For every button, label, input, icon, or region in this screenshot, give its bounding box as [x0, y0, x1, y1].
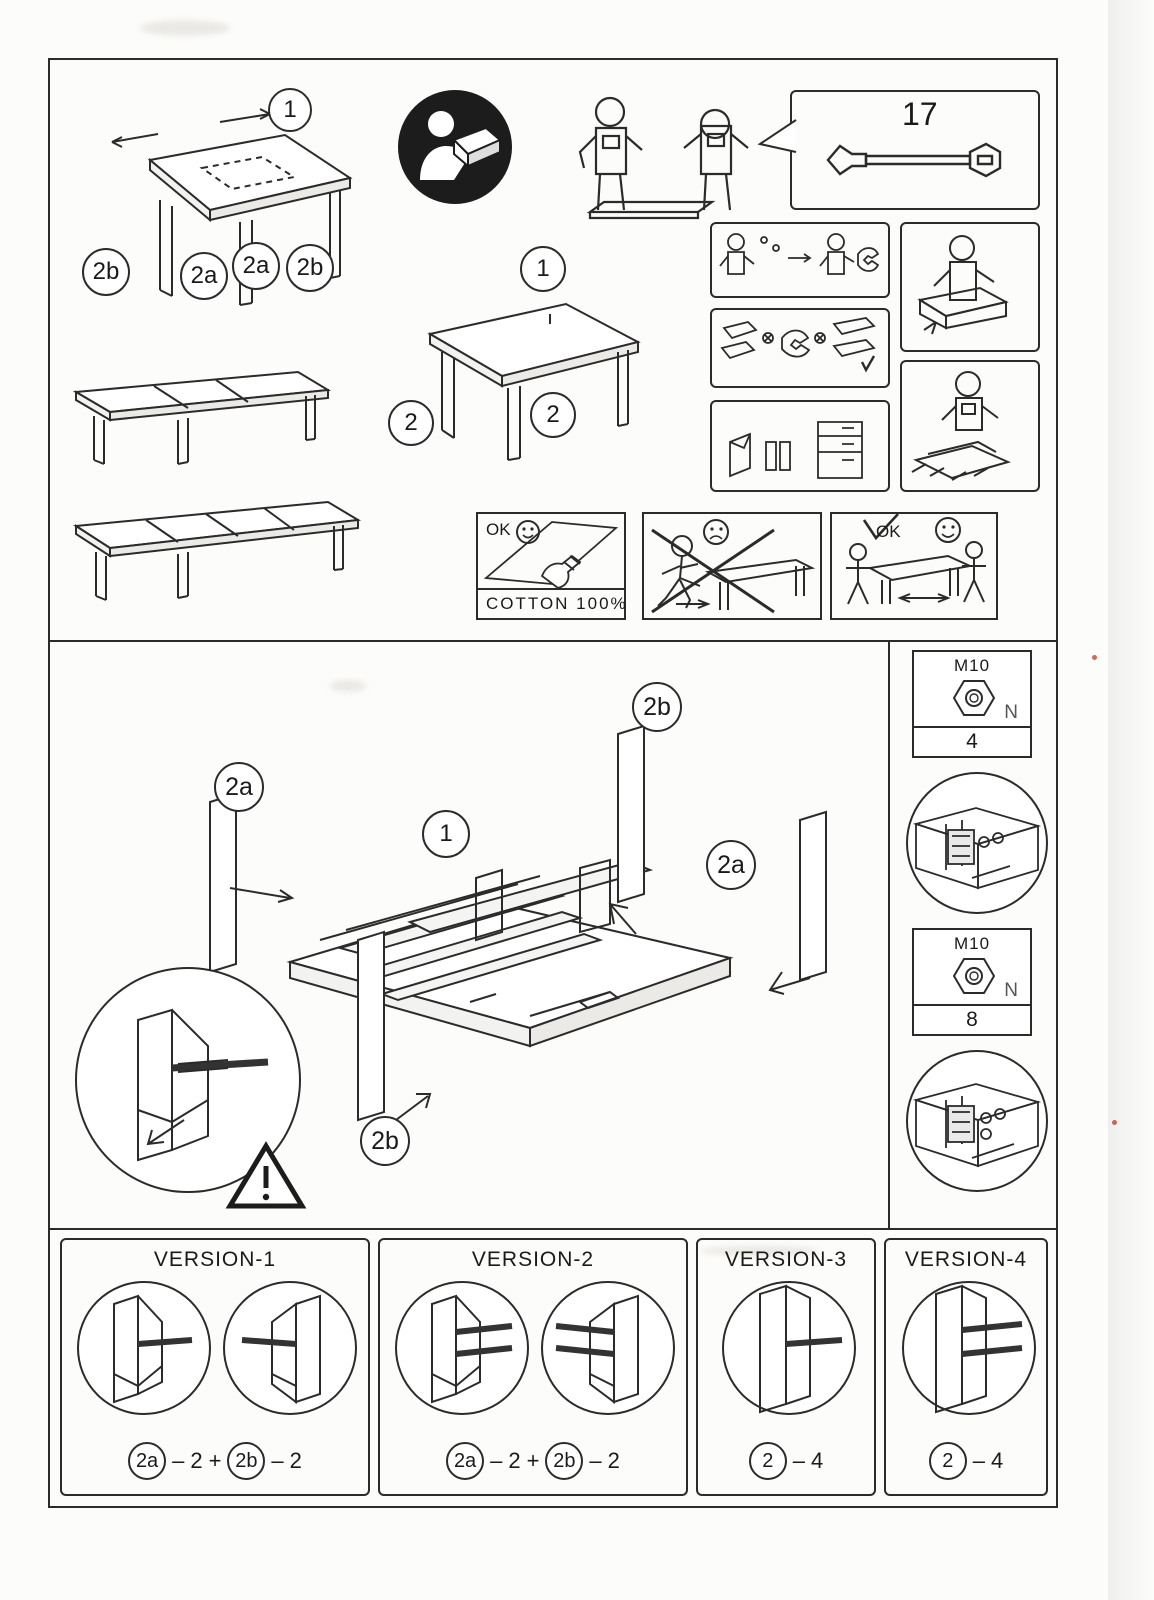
two-assemblers-icon [570, 90, 780, 240]
version-4-tag: 2 [929, 1442, 967, 1480]
version-1-qty-a-num: 2 [190, 1448, 203, 1473]
version-2-separator: + [526, 1448, 540, 1473]
unpack-box-icon [910, 230, 1032, 344]
table-extended-one-leaf [66, 360, 356, 470]
version-2-tag-a: 2a [446, 1442, 484, 1480]
hardware-count-1: 4 [914, 726, 1030, 756]
bracket-detail-top [902, 768, 1052, 918]
wrench-icon [820, 130, 1010, 188]
hardware-letter-1: N [1004, 702, 1018, 723]
callout-leg-2a-back: 2a [232, 242, 280, 290]
callout-main-leg-2a-right: 2a [706, 840, 756, 890]
version-title-4: VERSION-4 [904, 1248, 1028, 1271]
hardware-column-divider [888, 642, 890, 1228]
version-1-qty-b-num: 2 [289, 1448, 302, 1473]
hardware-size-2: M10 [953, 934, 991, 953]
version-2-dash-a: – [490, 1448, 503, 1473]
lay-parts-on-floor-icon [908, 368, 1034, 486]
versions-panel [50, 1230, 1056, 1508]
version-title-2: VERSION-2 [471, 1248, 595, 1271]
hex-nut-icon [952, 956, 996, 996]
version-title-1: VERSION-1 [153, 1248, 277, 1271]
version-4-parts [886, 1442, 1046, 1480]
main-assembly-panel [50, 642, 1056, 1228]
version-1-detail-b [220, 1278, 360, 1418]
version-2-qty-a-num: 2 [508, 1448, 521, 1473]
version-1-detail-a [74, 1278, 214, 1418]
version-2-detail-a [392, 1278, 532, 1418]
person-with-manual-icon [396, 88, 514, 206]
version-2-dash-b: – [589, 1448, 602, 1473]
top-panel [50, 60, 1056, 640]
hardware-letter-2: N [1004, 980, 1018, 1001]
callout-main-top-1: 1 [422, 810, 470, 858]
correct-lift-ok-label: OK [876, 522, 901, 541]
page-edge-shadow [1108, 0, 1154, 1600]
version-1-qty-a: – [172, 1448, 185, 1473]
version-card-3 [696, 1238, 876, 1496]
version-2-qty-b-num: 2 [607, 1448, 620, 1473]
callout-assembled-leg-right: 2 [530, 392, 576, 438]
table-extendable-illustration [90, 100, 380, 320]
tool-size-label: 17 [902, 96, 938, 132]
care-material-label: COTTON 100% [486, 594, 628, 613]
version-1-tag-a: 2a [128, 1442, 166, 1480]
callout-leg-2a-mid: 2a [180, 252, 228, 300]
care-divider [476, 588, 626, 590]
version-1-separator: + [208, 1448, 222, 1473]
version-card-1 [60, 1238, 370, 1496]
callout-assembled-top-1: 1 [520, 246, 566, 292]
version-4-dash: – [972, 1448, 985, 1473]
callout-leg-2b-left: 2b [82, 248, 130, 296]
callout-main-leg-2a-back: 2a [214, 762, 264, 812]
callout-top-1: 1 [268, 88, 312, 132]
version-1-parts [62, 1442, 368, 1480]
care-ok-label: OK [486, 520, 511, 539]
version-card-2 [378, 1238, 688, 1496]
warning-triangle-icon [226, 1142, 306, 1212]
version-3-tag: 2 [749, 1442, 787, 1480]
table-extended-two-leaf [66, 492, 366, 608]
version-3-parts [698, 1442, 874, 1480]
hardware-nut-box-1 [912, 650, 1032, 758]
version-4-detail [896, 1278, 1042, 1424]
version-2-tag-b: 2b [545, 1442, 583, 1480]
callout-main-leg-2b-front: 2b [360, 1116, 410, 1166]
callout-main-leg-2b-back: 2b [632, 682, 682, 732]
version-1-dash-b: – [271, 1448, 284, 1473]
version-3-detail [716, 1278, 862, 1424]
tool-bubble-tail [750, 118, 810, 178]
callout-assembled-leg-left: 2 [388, 400, 434, 446]
version-4-qty: 4 [991, 1448, 1004, 1473]
version-3-qty: 4 [811, 1448, 824, 1473]
version-2-detail-b [538, 1278, 678, 1418]
version-1-tag-b: 2b [227, 1442, 265, 1480]
two-people-lifting-table [836, 516, 996, 616]
scan-smudge [140, 20, 230, 36]
packaging-icon [722, 408, 878, 486]
person-sitting-on-table-crossed-out [646, 516, 818, 616]
hex-nut-icon [952, 678, 996, 718]
version-title-3: VERSION-3 [724, 1248, 848, 1271]
scan-speck [1092, 655, 1097, 660]
call-support-icon [718, 228, 884, 292]
hardware-size-1: M10 [953, 656, 991, 675]
hardware-count-2: 8 [914, 1004, 1030, 1034]
bracket-detail-bottom [902, 1046, 1052, 1196]
parts-check-icon [716, 314, 884, 382]
sheet-border [48, 58, 1058, 1508]
callout-leg-2b-right: 2b [286, 244, 334, 292]
version-3-dash: – [792, 1448, 805, 1473]
version-2-parts [380, 1442, 686, 1480]
hardware-nut-box-2 [912, 928, 1032, 1036]
assembled-table-illustration [390, 280, 670, 470]
version-card-4 [884, 1238, 1048, 1496]
